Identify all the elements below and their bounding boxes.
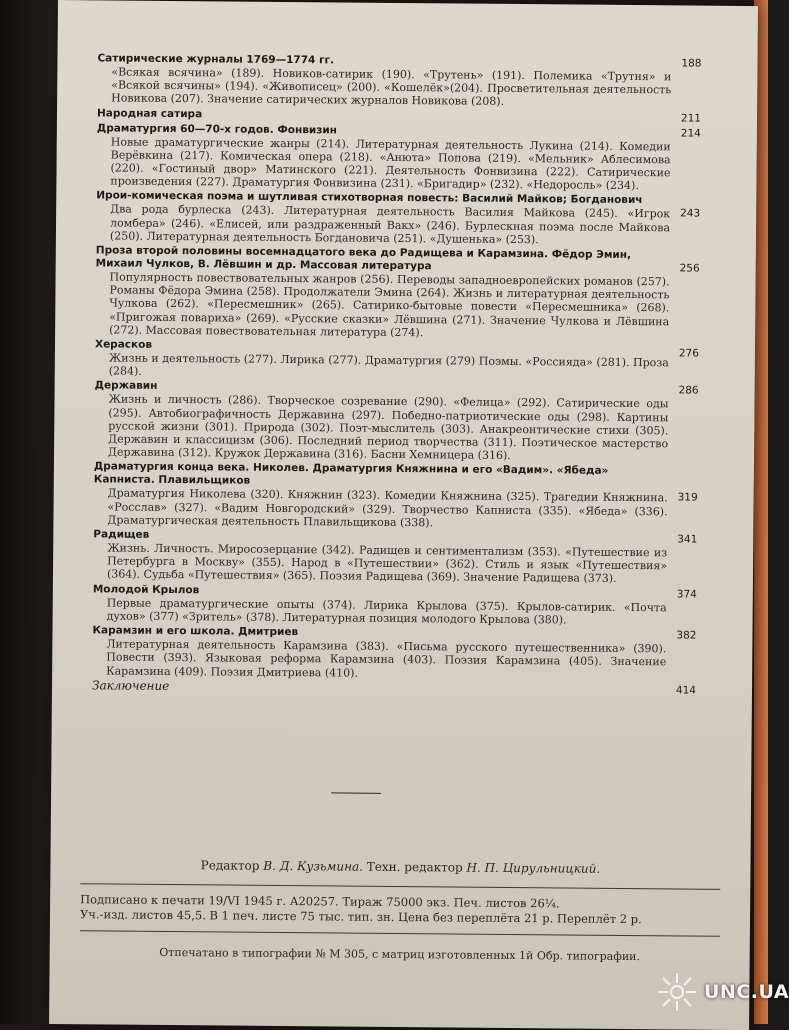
tech-editor-name: Н. П. Цирульницкий. <box>466 860 601 876</box>
toc-entry-page: 211 <box>680 112 702 125</box>
watermark <box>656 968 789 1016</box>
watermark-star-icon <box>656 971 698 1013</box>
toc-entry <box>95 244 700 341</box>
editor-label: Редактор <box>200 858 260 873</box>
printing-house-note: Отпечатано в типографии № М 305, с матриц изготовленных 1й Обр. типографии. <box>159 945 641 964</box>
toc-entry-title: Народная сатира <box>96 106 203 120</box>
toc-entry-body: Первые драматургические опыты (374). Лирика Крылова (375). Крылов-сатирик. «Почта духов» (377) «Зритель» (378). Литературная позиция молодого Крылова (380). <box>106 596 667 627</box>
toc-entry-page: 286 <box>678 384 699 398</box>
toc-entry <box>95 338 699 383</box>
toc-entry-title: Заключение <box>91 678 170 693</box>
toc-entry-title: Сатирические журналы 1769—1774 гг. <box>97 52 335 67</box>
toc-entry <box>93 528 697 586</box>
toc-entry-body: Два рода бурлеска (243). Литературная деятельность Василия Майкова (245). «Игрок ломбера» (246). «Елисей, или раздраженный Вакх» (246). Бурлескная поэма после Майкова (250). Литературная деятельность Богдановича (251). «Душенька» (253). <box>109 202 671 247</box>
publication-details-line-1: Подписано к печати 19/VI 1945 г. А20257. Тираж 75000 экз. Печ. листов 26¼. <box>80 892 560 911</box>
toc-entry-title: Херасков <box>94 338 153 351</box>
imprint-divider <box>80 930 720 937</box>
table-of-contents <box>92 52 702 699</box>
toc-entry-title: Карамзин и его школа. Дмитриев <box>92 624 299 639</box>
toc-entry-body: Жизнь и деятельность (277). Лирика (277). Драматургия (279) Поэмы. «Россияда» (281). Проза (284). <box>108 351 669 378</box>
toc-entry-page: 382 <box>676 629 697 642</box>
toc-entry-page: 341 <box>677 533 698 546</box>
toc-entry-body: Литературная деятельность Карамзина (383). «Письма русского путешественника» (390). Повести (393). Языковая реформа Карамзина (403). Поэзия Карамзина (405). Значение Карамзина (409). Поэзия Дмитриева (410). <box>106 637 667 680</box>
publication-details-line-2: Уч.-изд. листов 45,5. В 1 печ. листе 75 тыс. тип. зн. Цена без переплёта 21 р. Переплёт 2 р. <box>79 907 642 927</box>
toc-entry <box>92 679 696 697</box>
toc-entry-title: Державин <box>94 379 158 393</box>
toc-entry-page: 374 <box>676 588 697 601</box>
editors-line <box>80 857 720 877</box>
book-page <box>49 0 758 1030</box>
toc-entry <box>94 380 699 464</box>
editor-name: В. Д. Кузьмина. <box>263 858 364 874</box>
toc-entry <box>93 461 698 532</box>
toc-entry-body: «Всякая всячина» (189). Новиков-сатирик (190). «Трутень» (191). Полемика «Трутня» и «Всякой всячины» (194). «Живописец» (200). «Кошелёк»(204). Просветительная деятельность Новикова (207). Значение сатирических журналов Новикова (208). <box>111 65 672 109</box>
toc-entry-body: Жизнь и личность (286). Творческое созревание (290). «Фелица» (292). Сатирические оды (295). Автобиографичность Державина (297). Победно-патриотические оды (298). Картины русской жизни (301). Природа (302). Поэт-мыслитель (303). Анакреонтические стихи (305). Державин и классицизм (306). Последний период творчества (311). Поэтическое мастерство Державина (312). Кружок Державина (316). Басни Хемницера (316). <box>107 392 669 463</box>
imprint <box>80 857 721 964</box>
toc-entry-title: Ирои-комическая поэма и шутливая стихотворная повесть: Василий Майков; Богданович <box>96 189 643 207</box>
toc-entry <box>92 624 696 682</box>
tech-editor-label: Техн. редактор <box>366 859 463 875</box>
toc-entry-page: 414 <box>675 684 697 697</box>
toc-entry-body: Новые драматургические жанры (214). Литературная деятельность Лукина (214). Комедии Верёвкина (217). Комическая опера (218). «Анюта» Попова (219). «Мельник» Аблесимова (220). «Гостиный двор» Матинского (221). Деятельность Фонвизина (222). Сатирические произведения (227). Драматургия Фонвизина (231). «Бригадир» (232). «Недоросль» (234). <box>110 135 671 193</box>
imprint-divider <box>80 883 720 890</box>
toc-entry-body: Жизнь. Личность. Миросозерцание (342). Радищев и сентиментализм (353). «Путешествие из Петербурга в Москву» (355). Народ в «Путешествии» (362). Стиль и язык «Путешествия» (364). Судьба «Путешествия» (365). Поэзия Радищева (369). Значение Радищева (373). <box>106 541 668 586</box>
toc-entry-page: 243 <box>680 207 701 221</box>
toc-entry-title: Проза второй половины восемнадцатого века до Радищева и Карамзина. Фёдор Эмин, Михаил Чулков, В. Лёвшин и др. Массовая литература <box>95 244 632 273</box>
toc-entry-body: Популярность повествовательных жанров (256). Переводы западноевропейских романов (257). Романы Фёдора Эмина (258). Продолжатели Эмина (264). Жизнь и литературная деятельность Чулкова (262). «Пересмешник» (265). Сатирико-бытовые повести «Пересмешника» (268). «Пригожая повариха» (269). «Русские сказки» Лёвшина (271). Значение Чулкова и Лёвшина (272). Массовая повествовательная литература (274). <box>109 270 670 340</box>
toc-entry <box>93 583 697 628</box>
toc-entry-title: Драматургия 60—70-х годов. Фонвизин <box>96 121 338 137</box>
toc-entry <box>96 122 701 193</box>
toc-entry-page: 256 <box>679 262 700 275</box>
toc-entry-title: Молодой Крылов <box>92 583 200 596</box>
toc-entry-body: Драматургия Николева (320). Княжнин (323). Комедии Княжнина (325). Трагедии Княжнина. «Росслав» (327). «Вадим Новгородский» (329). Творчество Капниста (335). «Ябеда» (336). Драматургическая деятельность Плавильщикова (338). <box>107 486 668 530</box>
toc-entry-title: Драматургия конца века. Николев. Драматургия Княжнина и его «Вадим». «Ябеда» Капниста. Плавильщиков <box>93 460 609 488</box>
toc-entry-page: 214 <box>680 127 701 140</box>
toc-entry-page: 276 <box>678 347 699 360</box>
toc-entry <box>96 190 700 248</box>
toc-entry-title: Радищев <box>93 528 150 541</box>
toc-entry <box>97 52 701 110</box>
toc-entry-page: 319 <box>677 491 698 505</box>
watermark-text: UNC.UA <box>704 981 789 1003</box>
divider-rule <box>331 792 381 793</box>
toc-entry-page: 188 <box>681 57 702 70</box>
